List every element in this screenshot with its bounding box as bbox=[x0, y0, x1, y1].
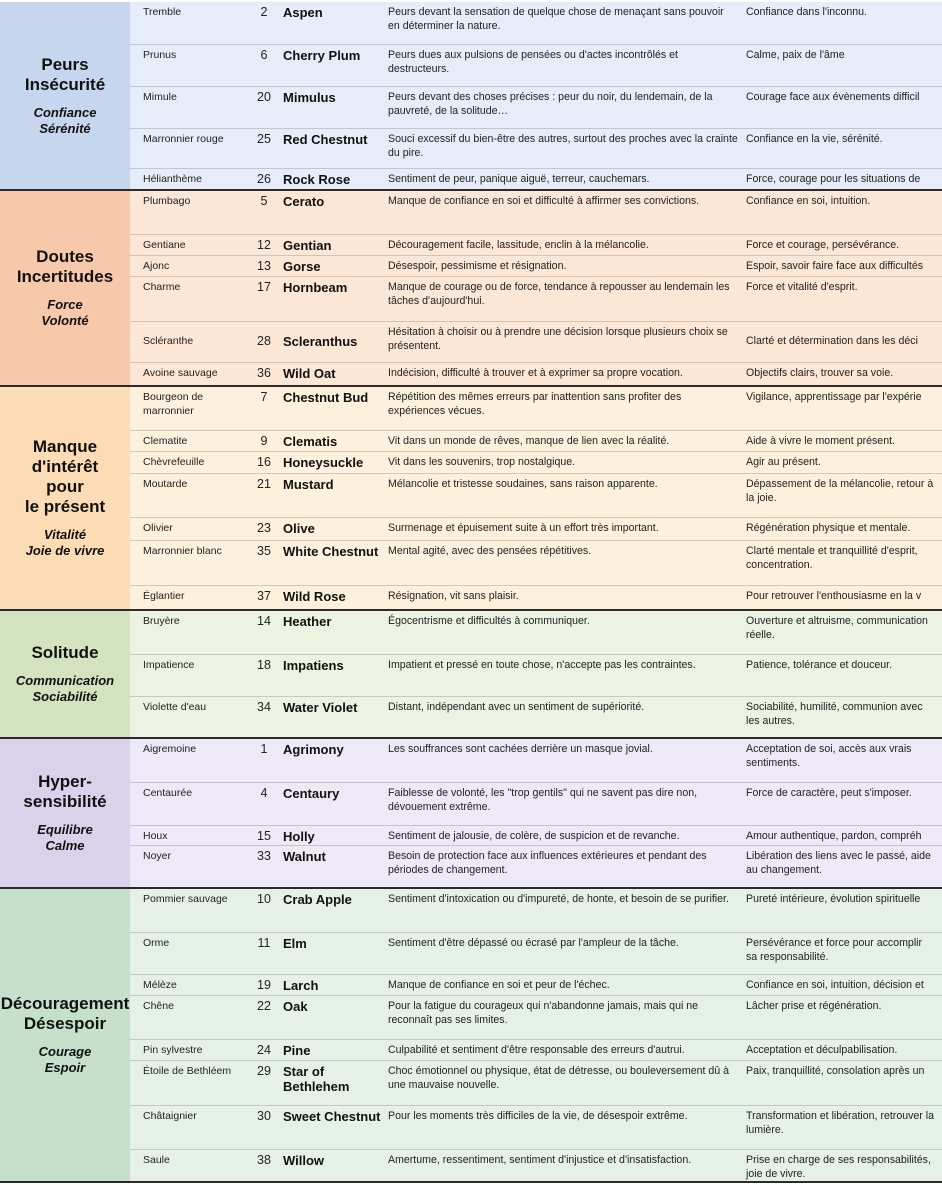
remedy-description: Mental agité, avec des pensées répétitives. bbox=[388, 545, 592, 557]
remedy-description: Sentiment de peur, panique aiguë, terreur, cauchemars. bbox=[388, 173, 650, 185]
remedy-number: 20 bbox=[257, 90, 271, 104]
positive-effect: Force et vitalité d'esprit. bbox=[746, 281, 858, 293]
group-title: Peurs Insécurité bbox=[24, 54, 106, 94]
positive-effect: Sociabilité, humilité, communion avec les autres. bbox=[746, 701, 923, 727]
positive-effect: Aide à vivre le moment présent. bbox=[746, 435, 895, 447]
remedy-description: Souci excessif du bien-être des autres, surtout des proches avec la crainte du pire. bbox=[388, 133, 738, 159]
group-decouragement bbox=[0, 889, 942, 1181]
remedy-name: Red Chestnut bbox=[283, 132, 368, 147]
group-solitude bbox=[0, 611, 942, 737]
positive-effect: Confiance en soi, intuition. bbox=[746, 195, 871, 207]
remedy-description: Désespoir, pessimisme et résignation. bbox=[388, 260, 567, 272]
remedy-number: 12 bbox=[257, 238, 271, 252]
french-name: Chêne bbox=[143, 1000, 174, 1012]
french-name: Gentiane bbox=[143, 239, 186, 251]
remedy-name: Clematis bbox=[283, 434, 338, 449]
remedy-description: Choc émotionnel ou physique, état de détresse, ou bouleversement dû à une mauvaise nouvelle. bbox=[388, 1065, 729, 1091]
remedy-number: 35 bbox=[257, 544, 271, 558]
group-subtitle: Vitalité Joie de vivre bbox=[25, 527, 105, 558]
remedy-name: Mimulus bbox=[283, 90, 336, 105]
positive-effect: Confiance dans l'inconnu. bbox=[746, 6, 867, 18]
remedy-description: Hésitation à choisir ou à prendre une décision lorsque plusieurs choix se présentent. bbox=[388, 326, 728, 352]
positive-effect: Dépassement de la mélancolie, retour à la joie. bbox=[746, 478, 934, 504]
remedy-number: 5 bbox=[260, 194, 268, 208]
french-name: Orme bbox=[143, 937, 170, 949]
french-name: Moutarde bbox=[143, 478, 188, 490]
french-name: Marronnier blanc bbox=[143, 545, 222, 557]
table-row bbox=[130, 276, 942, 321]
remedy-number: 38 bbox=[257, 1153, 271, 1167]
table-row bbox=[130, 234, 942, 255]
remedy-description: Sentiment d'intoxication ou d'impureté, de honte, et besoin de se purifier. bbox=[388, 893, 729, 905]
remedy-description: Surmenage et épuisement suite à un effort très important. bbox=[388, 522, 659, 534]
group-rows bbox=[130, 611, 942, 737]
remedy-number: 9 bbox=[260, 434, 268, 448]
remedy-name: Holly bbox=[283, 829, 315, 844]
french-name: Noyer bbox=[143, 850, 172, 862]
remedy-name: Scleranthus bbox=[283, 334, 358, 349]
remedy-description: Culpabilité et sentiment d'être responsable des erreurs d'autrui. bbox=[388, 1044, 685, 1056]
group-label bbox=[0, 889, 130, 1181]
group-label bbox=[0, 611, 130, 737]
remedy-name: Willow bbox=[283, 1153, 325, 1168]
group-label bbox=[0, 387, 130, 609]
remedy-number: 1 bbox=[260, 742, 268, 756]
table-row bbox=[130, 696, 942, 737]
group-subtitle: Communication Sociabilité bbox=[15, 673, 115, 704]
remedy-name: Agrimony bbox=[283, 742, 344, 757]
positive-effect: Vigilance, apprentissage par l'expérie bbox=[746, 391, 922, 403]
remedy-name: Water Violet bbox=[283, 700, 358, 715]
remedy-description: Mélancolie et tristesse soudaines, sans raison apparente. bbox=[388, 478, 658, 490]
positive-effect: Paix, tranquillité, consolation après un bbox=[746, 1065, 925, 1077]
french-name: Hélianthème bbox=[143, 173, 202, 185]
table-row bbox=[130, 1105, 942, 1149]
french-name: Chèvrefeuille bbox=[143, 456, 205, 468]
remedy-name: Olive bbox=[283, 521, 315, 536]
french-name: Mimule bbox=[143, 91, 177, 103]
remedy-name: Star of Bethlehem bbox=[283, 1064, 350, 1094]
table-bottom-border bbox=[0, 1181, 942, 1183]
table-row bbox=[130, 845, 942, 887]
french-name: Houx bbox=[143, 830, 168, 842]
remedy-description: Résignation, vit sans plaisir. bbox=[388, 590, 519, 602]
positive-effect: Amour authentique, pardon, compréh bbox=[746, 830, 922, 842]
remedy-description: Les souffrances sont cachées derrière un masque jovial. bbox=[388, 743, 653, 755]
remedy-name: Walnut bbox=[283, 849, 326, 864]
french-name: Pommier sauvage bbox=[143, 893, 228, 905]
table-row bbox=[130, 430, 942, 451]
french-name: Violette d'eau bbox=[143, 701, 207, 713]
remedy-number: 37 bbox=[257, 589, 271, 603]
remedy-name: Rock Rose bbox=[283, 172, 351, 187]
remedy-description: Faiblesse de volonté, les "trop gentils" qui ne savent pas dire non, dévouement extrême. bbox=[388, 787, 698, 813]
table-row bbox=[130, 451, 942, 473]
positive-effect: Courage face aux évènements difficil bbox=[746, 91, 920, 103]
table-row bbox=[130, 1060, 942, 1105]
remedy-name: White Chestnut bbox=[283, 544, 379, 559]
group-rows bbox=[130, 387, 942, 609]
group-rows bbox=[130, 2, 942, 189]
table-row bbox=[130, 191, 942, 234]
remedy-number: 28 bbox=[257, 334, 271, 348]
remedy-description: Sentiment de jalousie, de colère, de suspicion et de revanche. bbox=[388, 830, 680, 842]
remedy-number: 6 bbox=[260, 48, 268, 62]
french-name: Étoile de Bethléem bbox=[143, 1065, 232, 1077]
table-row bbox=[130, 825, 942, 845]
remedy-description: Manque de confiance en soi et difficulté à affirmer ses convictions. bbox=[388, 195, 700, 207]
positive-effect: Objectifs clairs, trouver sa voie. bbox=[746, 367, 894, 379]
group-title: Doutes Incertitudes bbox=[16, 247, 114, 286]
remedy-number: 19 bbox=[257, 978, 271, 992]
remedy-name: Cerato bbox=[283, 194, 325, 209]
remedy-description: Vit dans un monde de rêves, manque de lien avec la réalité. bbox=[388, 435, 670, 447]
french-name: Plumbago bbox=[143, 195, 191, 207]
group-title: Découragement Désespoir bbox=[0, 994, 130, 1033]
remedy-number: 34 bbox=[257, 700, 271, 714]
remedy-name: Aspen bbox=[283, 5, 323, 20]
positive-effect: Force de caractère, peut s'imposer. bbox=[746, 787, 912, 799]
positive-effect: Clarté et détermination dans les déci bbox=[746, 335, 918, 347]
remedy-name: Sweet Chestnut bbox=[283, 1109, 381, 1124]
positive-effect: Régénération physique et mentale. bbox=[746, 522, 911, 534]
group-subtitle: Force Volonté bbox=[41, 297, 89, 328]
remedy-number: 15 bbox=[257, 829, 271, 843]
remedy-name: Impatiens bbox=[283, 658, 344, 673]
remedy-name: Pine bbox=[283, 1043, 311, 1058]
remedy-name: Gentian bbox=[283, 238, 332, 253]
remedy-description: Distant, indépendant avec un sentiment de supériorité. bbox=[388, 701, 645, 713]
remedy-name: Cherry Plum bbox=[283, 48, 361, 63]
positive-effect: Transformation et libération, retrouver la lumière. bbox=[746, 1110, 935, 1136]
group-subtitle: Equilibre Calme bbox=[37, 822, 93, 853]
remedy-description: Découragement facile, lassitude, enclin à la mélancolie. bbox=[388, 239, 649, 251]
remedy-number: 7 bbox=[260, 390, 268, 404]
french-name: Scléranthe bbox=[143, 335, 194, 347]
remedy-name: Crab Apple bbox=[283, 892, 352, 907]
positive-effect: Espoir, savoir faire face aux difficultés bbox=[746, 260, 924, 272]
positive-effect: Lâcher prise et régénération. bbox=[746, 1000, 882, 1012]
french-name: Ajonc bbox=[143, 260, 170, 272]
group-doutes bbox=[0, 191, 942, 385]
remedy-description: Pour les moments très difficiles de la vie, de désespoir extrême. bbox=[388, 1110, 688, 1122]
remedy-name: Honeysuckle bbox=[283, 455, 364, 470]
table-row bbox=[130, 932, 942, 974]
table-row bbox=[130, 889, 942, 932]
remedy-description: Peurs dues aux pulsions de pensées ou d'actes incontrôlés et destructeurs. bbox=[388, 49, 679, 75]
table-row bbox=[130, 321, 942, 362]
remedy-name: Larch bbox=[283, 978, 319, 993]
remedy-name: Gorse bbox=[283, 259, 321, 274]
remedy-number: 36 bbox=[257, 366, 271, 380]
group-label bbox=[0, 191, 130, 385]
group-rows bbox=[130, 889, 942, 1181]
remedy-description: Amertume, ressentiment, sentiment d'injustice et d'insatisfaction. bbox=[388, 1154, 692, 1166]
remedy-number: 22 bbox=[257, 999, 271, 1013]
remedy-description: Égocentrisme et difficultés à communiquer. bbox=[388, 615, 590, 627]
group-subtitle: Courage Espoir bbox=[38, 1044, 92, 1075]
positive-effect: Patience, tolérance et douceur. bbox=[746, 659, 893, 671]
french-name: Tremble bbox=[143, 6, 182, 18]
remedy-number: 16 bbox=[257, 455, 271, 469]
positive-effect: Prise en charge de ses responsabilités, joie de vivre. bbox=[746, 1154, 931, 1180]
remedy-description: Pour la fatigue du courageux qui n'abandonne jamais, mais qui ne reconnaît pas ses limites. bbox=[388, 1000, 699, 1026]
table-row bbox=[130, 1039, 942, 1060]
group-hypersensibilite bbox=[0, 739, 942, 887]
remedy-description: Répétition des mêmes erreurs par inattention sans profiter des expériences vécues. bbox=[388, 391, 682, 417]
group-manque-interet bbox=[0, 387, 942, 609]
remedy-description: Besoin de protection face aux influences extérieures et pendant des périodes de changement. bbox=[388, 850, 707, 876]
group-subtitle: Confiance Sérénité bbox=[33, 104, 97, 136]
remedy-number: 30 bbox=[257, 1109, 271, 1123]
remedy-number: 17 bbox=[257, 280, 271, 294]
table-row bbox=[130, 1149, 942, 1181]
remedy-description: Impatient et pressé en toute chose, n'accepte pas les contraintes. bbox=[388, 659, 696, 671]
french-name: Saule bbox=[143, 1154, 170, 1166]
remedy-number: 29 bbox=[257, 1064, 271, 1078]
french-name: Prunus bbox=[143, 49, 177, 61]
remedy-description: Sentiment d'être dépassé ou écrasé par l'ampleur de la tâche. bbox=[388, 937, 679, 949]
remedy-name: Wild Oat bbox=[283, 366, 336, 381]
french-name: Bourgeon de marronnier bbox=[143, 391, 204, 417]
table-row bbox=[130, 168, 942, 189]
positive-effect: Acceptation de soi, accès aux vrais sentiments. bbox=[746, 743, 912, 769]
table-row bbox=[130, 782, 942, 825]
group-title: Manque d'intérêt pour le présent bbox=[24, 437, 106, 516]
remedy-name: Centaury bbox=[283, 786, 340, 801]
table-row bbox=[130, 44, 942, 86]
remedy-description: Manque de courage ou de force, tendance à repousser au lendemain les tâches d'aujourd'hui. bbox=[388, 281, 730, 307]
table-row bbox=[130, 540, 942, 585]
remedy-name: Mustard bbox=[283, 477, 334, 492]
positive-effect: Acceptation et déculpabilisation. bbox=[746, 1044, 898, 1056]
french-name: Centaurée bbox=[143, 787, 193, 799]
table-row bbox=[130, 255, 942, 276]
french-name: Mélèze bbox=[143, 979, 177, 991]
remedy-name: Hornbeam bbox=[283, 280, 348, 295]
group-label bbox=[0, 2, 130, 189]
french-name: Clematite bbox=[143, 435, 188, 447]
remedy-description: Vit dans les souvenirs, trop nostalgique. bbox=[388, 456, 576, 468]
positive-effect: Pureté intérieure, évolution spirituelle bbox=[746, 893, 921, 905]
group-title: Hyper- sensibilité bbox=[23, 772, 107, 811]
remedy-name: Heather bbox=[283, 614, 332, 629]
group-peurs bbox=[0, 2, 942, 189]
remedy-number: 26 bbox=[257, 172, 271, 186]
table-row bbox=[130, 2, 942, 44]
remedy-name: Wild Rose bbox=[283, 589, 346, 604]
table-row bbox=[130, 387, 942, 430]
positive-effect: Force, courage pour les situations de bbox=[746, 173, 921, 185]
positive-effect: Force et courage, persévérance. bbox=[746, 239, 900, 251]
remedy-description: Manque de confiance en soi et peur de l'échec. bbox=[388, 979, 610, 991]
table-row bbox=[130, 974, 942, 995]
french-name: Impatience bbox=[143, 659, 195, 671]
remedy-name: Chestnut Bud bbox=[283, 390, 369, 405]
table-row bbox=[130, 611, 942, 654]
remedy-number: 13 bbox=[257, 259, 271, 273]
group-label bbox=[0, 739, 130, 887]
positive-effect: Agir au présent. bbox=[746, 456, 821, 468]
positive-effect: Pour retrouver l'enthousiasme en la v bbox=[746, 590, 922, 602]
remedy-description: Peurs devant des choses précises : peur du noir, du lendemain, de la pauvreté, de la solitude… bbox=[388, 91, 713, 117]
remedy-number: 25 bbox=[257, 132, 271, 146]
table-row bbox=[130, 739, 942, 782]
french-name: Aigremoine bbox=[143, 743, 197, 755]
french-name: Marronnier rouge bbox=[143, 133, 224, 145]
remedy-name: Elm bbox=[283, 936, 307, 951]
remedy-description: Peurs devant la sensation de quelque chose de menaçant sans pouvoir en déterminer la nature. bbox=[388, 6, 724, 32]
remedy-name: Oak bbox=[283, 999, 308, 1014]
positive-effect: Confiance en la vie, sérénité. bbox=[746, 133, 883, 145]
remedy-number: 4 bbox=[260, 786, 268, 800]
positive-effect: Libération des liens avec le passé, aide au changement. bbox=[746, 850, 931, 876]
remedy-number: 14 bbox=[257, 614, 271, 628]
table-row bbox=[130, 86, 942, 128]
remedy-number: 18 bbox=[257, 658, 271, 672]
remedy-number: 24 bbox=[257, 1043, 271, 1057]
table-row bbox=[130, 654, 942, 696]
group-rows bbox=[130, 739, 942, 887]
french-name: Charme bbox=[143, 281, 181, 293]
positive-effect: Persévérance et force pour accomplir sa responsabilité. bbox=[746, 937, 923, 963]
positive-effect: Calme, paix de l'âme bbox=[746, 49, 845, 61]
positive-effect: Confiance en soi, intuition, décision et bbox=[746, 979, 924, 991]
group-title: Solitude bbox=[31, 643, 99, 662]
french-name: Églantier bbox=[143, 590, 185, 602]
remedy-number: 11 bbox=[257, 936, 271, 950]
french-name: Pin sylvestre bbox=[143, 1044, 203, 1056]
french-name: Bruyère bbox=[143, 615, 180, 627]
remedy-number: 33 bbox=[257, 849, 271, 863]
positive-effect: Ouverture et altruisme, communication réelle. bbox=[746, 615, 928, 641]
group-rows bbox=[130, 191, 942, 385]
remedy-number: 10 bbox=[257, 892, 271, 906]
french-name: Olivier bbox=[143, 522, 173, 534]
table-row bbox=[130, 128, 942, 168]
table-row bbox=[130, 517, 942, 540]
remedy-number: 21 bbox=[257, 477, 271, 491]
remedy-description: Indécision, difficulté à trouver et à exprimer sa propre vocation. bbox=[388, 367, 683, 379]
french-name: Châtaignier bbox=[143, 1110, 197, 1122]
table-row bbox=[130, 995, 942, 1039]
french-name: Avoine sauvage bbox=[143, 367, 218, 379]
table-row bbox=[130, 473, 942, 517]
table-row bbox=[130, 585, 942, 609]
remedy-number: 2 bbox=[260, 5, 268, 19]
table-row bbox=[130, 362, 942, 385]
positive-effect: Clarté mentale et tranquillité d'esprit, concentration. bbox=[746, 545, 918, 571]
remedy-number: 23 bbox=[257, 521, 271, 535]
